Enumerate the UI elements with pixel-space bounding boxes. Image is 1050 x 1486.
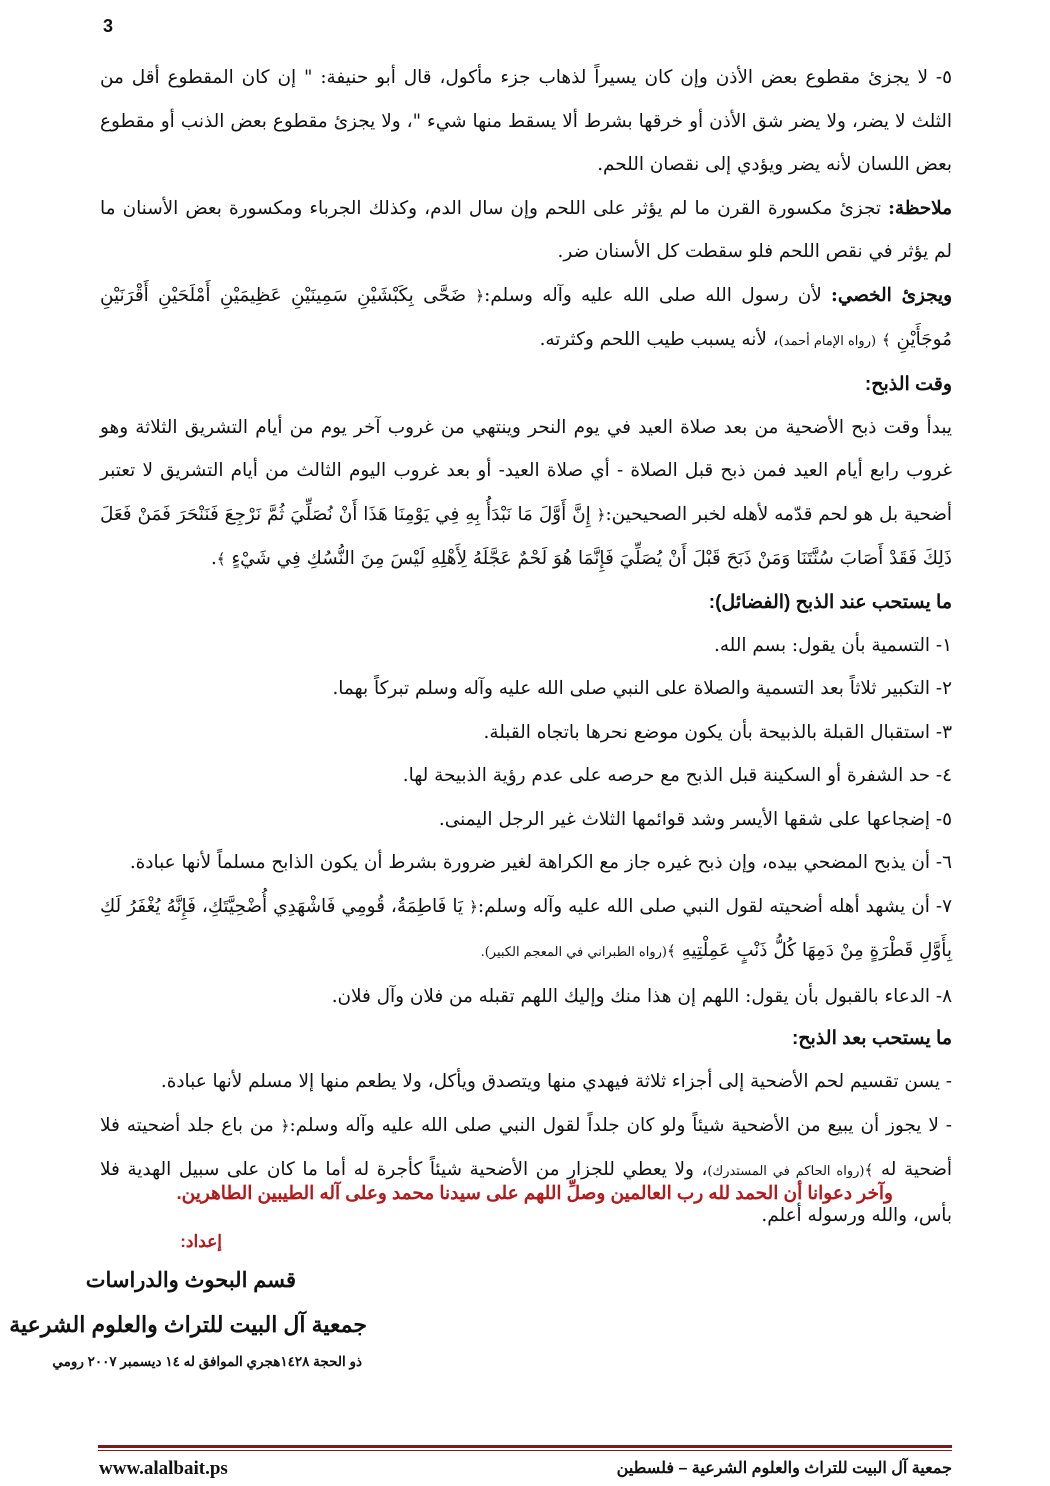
castrated-reference: (رواه الإمام أحمد) — [778, 334, 877, 349]
signature-department: قسم البحوث والدراسات — [85, 1269, 296, 1292]
ornament-close-icon: ﴾ — [864, 1161, 874, 1179]
footer-rule-thick — [98, 1445, 952, 1448]
closing-prayer: وآخر دعوانا أن الحمد لله رب العالمين وصلِّ اللهم على سيدنا محمد وعلى آله الطيبين الطاهرين. — [176, 1182, 893, 1203]
virtue-item-1: ١- التسمية بأن يقول: بسم الله. — [713, 634, 952, 656]
virtue-7-text: ٧- أن يشهد أهله أضحيته لقول النبي صلى الله عليه وآله وسلم: — [477, 895, 952, 917]
castrated-text: لأن رسول الله صلى الله عليه وآله وسلم: — [484, 284, 832, 306]
paragraph-cut-ear: ٥- لا يجزئ مقطوع بعض الأذن وإن كان يسيراً لذهاب جزء مأكول، قال أبو حنيفة: " إن كان المقطوع أقل من الثلث لا يضر، ولا يضر شق الأذن أو خرقها بشرط ألا يسقط منها شيء "، ولا يجزئ مقطوع بعض الذنب أو مقطوع بعض اللسان لأنه يضر ويؤدي إلى نقصان اللحم. — [100, 67, 952, 175]
heading-after-slaughter: ما يستحب بعد الذبح: — [791, 1028, 952, 1049]
footer-rule-thin — [98, 1450, 952, 1451]
ornament-open-icon: ﴿ — [596, 505, 606, 524]
ornament-close-icon: ﴾ — [666, 942, 676, 960]
signature-organization: جمعية آل البيت للتراث والعلوم الشرعية — [9, 1312, 367, 1337]
footer-website-link[interactable]: www.alalbait.ps — [99, 1458, 228, 1479]
castrated-end: ، لأنه يسبب طيب اللحم وكثرته. — [539, 329, 779, 350]
note-label: ملاحظة: — [888, 197, 952, 219]
virtue-item-8: ٨- الدعاء بالقبول بأن يقول: اللهم إن هذا منك وإليك اللهم تقبله من فلان وآل فلان. — [331, 985, 952, 1007]
virtue-item-2: ٢- التكبير ثلاثاً بعد التسمية والصلاة على النبي صلى الله عليه وآله وسلم تبركاً بهما. — [332, 678, 952, 699]
heading-virtues: ما يستحب عند الذبح (الفضائل): — [708, 591, 952, 613]
slaughter-time-hadith: إِنَّ أَوَّلَ مَا نَبْدَأُ بِهِ فِي يَوْمِنَا هَذَا أَنْ نُصَلِّيَ ثُمَّ نَرْجِعَ فَنَنْحَرَ فَمَنْ فَعَلَ ذَلِكَ فَقَدْ أَصَابَ سُنَّتَنَا وَمَنْ ذَبَحَ قَبْلَ أَنْ يُصَلِّيَ فَإِنَّمَا هُوَ لَحْمٌ عَجَّلَهُ لِأَهْلِهِ لَيْسَ مِنَ النُّسُكِ فِي شَيْءٍ — [100, 503, 952, 569]
castrated-label: ويجزئ الخصي: — [831, 284, 953, 306]
after-2-end: ، ولا يعطي للجزار من الأضحية شيئاً كأجرة له أما ما كان على سبيل الهدية فلا بأس، والله ورسوله أعلم. — [100, 1159, 952, 1226]
heading-slaughter-time: وقت الذبح: — [864, 373, 952, 395]
slaughter-time-text: يبدأ وقت ذبح الأضحية من بعد صلاة العيد في يوم النحر وينتهي من غروب آخر يوم من أيام التشريق الثلاثة وهو غروب رابع أيام العيد فمن ذبح قبل الصلاة - أي صلاة العيد- أو بعد غروب اليوم الثالث من أيام التشريق لا تعتبر أضحية بل هو لحم قدّمه لأهله لخبر الصحيحين: — [100, 416, 953, 525]
page-number: 3 — [103, 16, 114, 36]
paragraph-castrated — [100, 274, 952, 364]
after-2-text: - لا يجوز أن يبيع من الأضحية شيئاً ولو كان جلداً لقول النبي صلى الله عليه وآله وسلم: — [289, 1114, 952, 1136]
ornament-close-icon: ﴾ — [216, 550, 226, 568]
after-item-2 — [100, 1104, 952, 1238]
ornament-close-icon: ﴾ — [881, 331, 891, 349]
paragraph-note — [100, 187, 952, 274]
after-2-hadith: من باع جلد أضحيته فلا أضحية له — [100, 1114, 952, 1180]
castrated-hadith: ضَحَّى بِكَبْشَيْنِ سَمِينَيْنِ عَظِيمَيْنِ أَمْلَحَيْنِ أَقْرَنَيْنِ مُوجَأَيْنِ — [100, 284, 952, 350]
note-text: تجزئ مكسورة القرن ما لم يؤثر على اللحم وإن سال الدم، وكذلك الجرباء ومكسورة بعض الأسنان ما لم يؤثر في نقص اللحم فلو سقطت كل الأسنان ضر. — [100, 197, 952, 262]
signature-date: ذو الحجة ١٤٢٨هجري الموافق له ١٤ ديسمبر ٢٠٠٧ رومي — [52, 1354, 362, 1369]
virtue-item-3: ٣- استقبال القبلة بالذبيحة بأن يكون موضع نحرها باتجاه القبلة. — [483, 721, 952, 743]
ornament-open-icon: ﴿ — [475, 286, 485, 305]
prepared-by-label: إعداد: — [180, 1232, 222, 1251]
virtue-item-4: ٤- حد الشفرة أو السكينة قبل الذبح مع حرصه على عدم رؤية الذبيحة لها. — [402, 765, 952, 786]
virtue-item-5: ٥- إضجاعها على شقها الأيسر وشد قوائمها الثلاث غير الرجل اليمنى. — [438, 808, 952, 830]
ornament-open-icon: ﴿ — [280, 1116, 290, 1135]
virtue-item-6: ٦- أن يذبح المضحي بيده، وإن ذبح غيره جاز مع الكراهة لغير ضرورة بشرط أن يكون الذابح مسلماً لأنها عبادة. — [129, 852, 952, 873]
paragraph-slaughter-time: يبدأ وقت ذبح الأضحية من بعد صلاة العيد في يوم النحر وينتهي من غروب آخر يوم من أيام التشريق الثلاثة وهو غروب رابع أيام العيد فمن ذبح قبل الصلاة - أي صلاة العيد- أو بعد غروب اليوم الثالث من أيام التشريق لا تعتبر أضحية بل هو لحم قدّمه لأهله لخبر الصحيحين:﴿ إِنَّ أَوَّلَ مَا نَبْدَأُ بِهِ فِي يَوْمِنَا هَذَا أَنْ نُصَلِّيَ ثُمَّ نَرْجِعَ فَنَنْحَرَ فَمَنْ فَعَلَ ذَلِكَ فَقَدْ أَصَابَ سُنَّتَنَا وَمَنْ ذَبَحَ قَبْلَ أَنْ يُصَلِّيَ فَإِنَّمَا هُوَ لَحْمٌ عَجَّلَهُ لِأَهْلِهِ لَيْسَ مِنَ النُّسُكِ فِي شَيْءٍ ﴾. — [100, 416, 953, 569]
after-item-1: - يسن تقسيم لحم الأضحية إلى أجزاء ثلاثة فيهدي منها ويتصدق ويأكل، ولا يطعم منها إلا مسلم لأنها عبادة. — [160, 1071, 952, 1092]
main-content — [100, 56, 952, 1237]
footer-organization: جمعية آل البيت للتراث والعلوم الشرعية – فلسطين — [616, 1460, 952, 1477]
virtue-item-7 — [100, 885, 952, 975]
virtue-7-reference: (رواه الطبراني في المعجم الكبير). — [480, 945, 667, 960]
ornament-open-icon: ﴿ — [469, 897, 478, 916]
after-2-reference: (رواه الحاكم في المستدرك) — [707, 1164, 865, 1179]
virtue-7-hadith: يَا فَاطِمَةُ، قُومِي فَاشْهَدِي أُضْحِيَّتَكِ، فَإِنَّهُ يُغْفَرُ لَكِ بِأَوَّلِ قَطْرَةٍ مِنْ دَمِهَا كُلُّ ذَنْبٍ عَمِلْتِيهِ — [100, 895, 952, 961]
